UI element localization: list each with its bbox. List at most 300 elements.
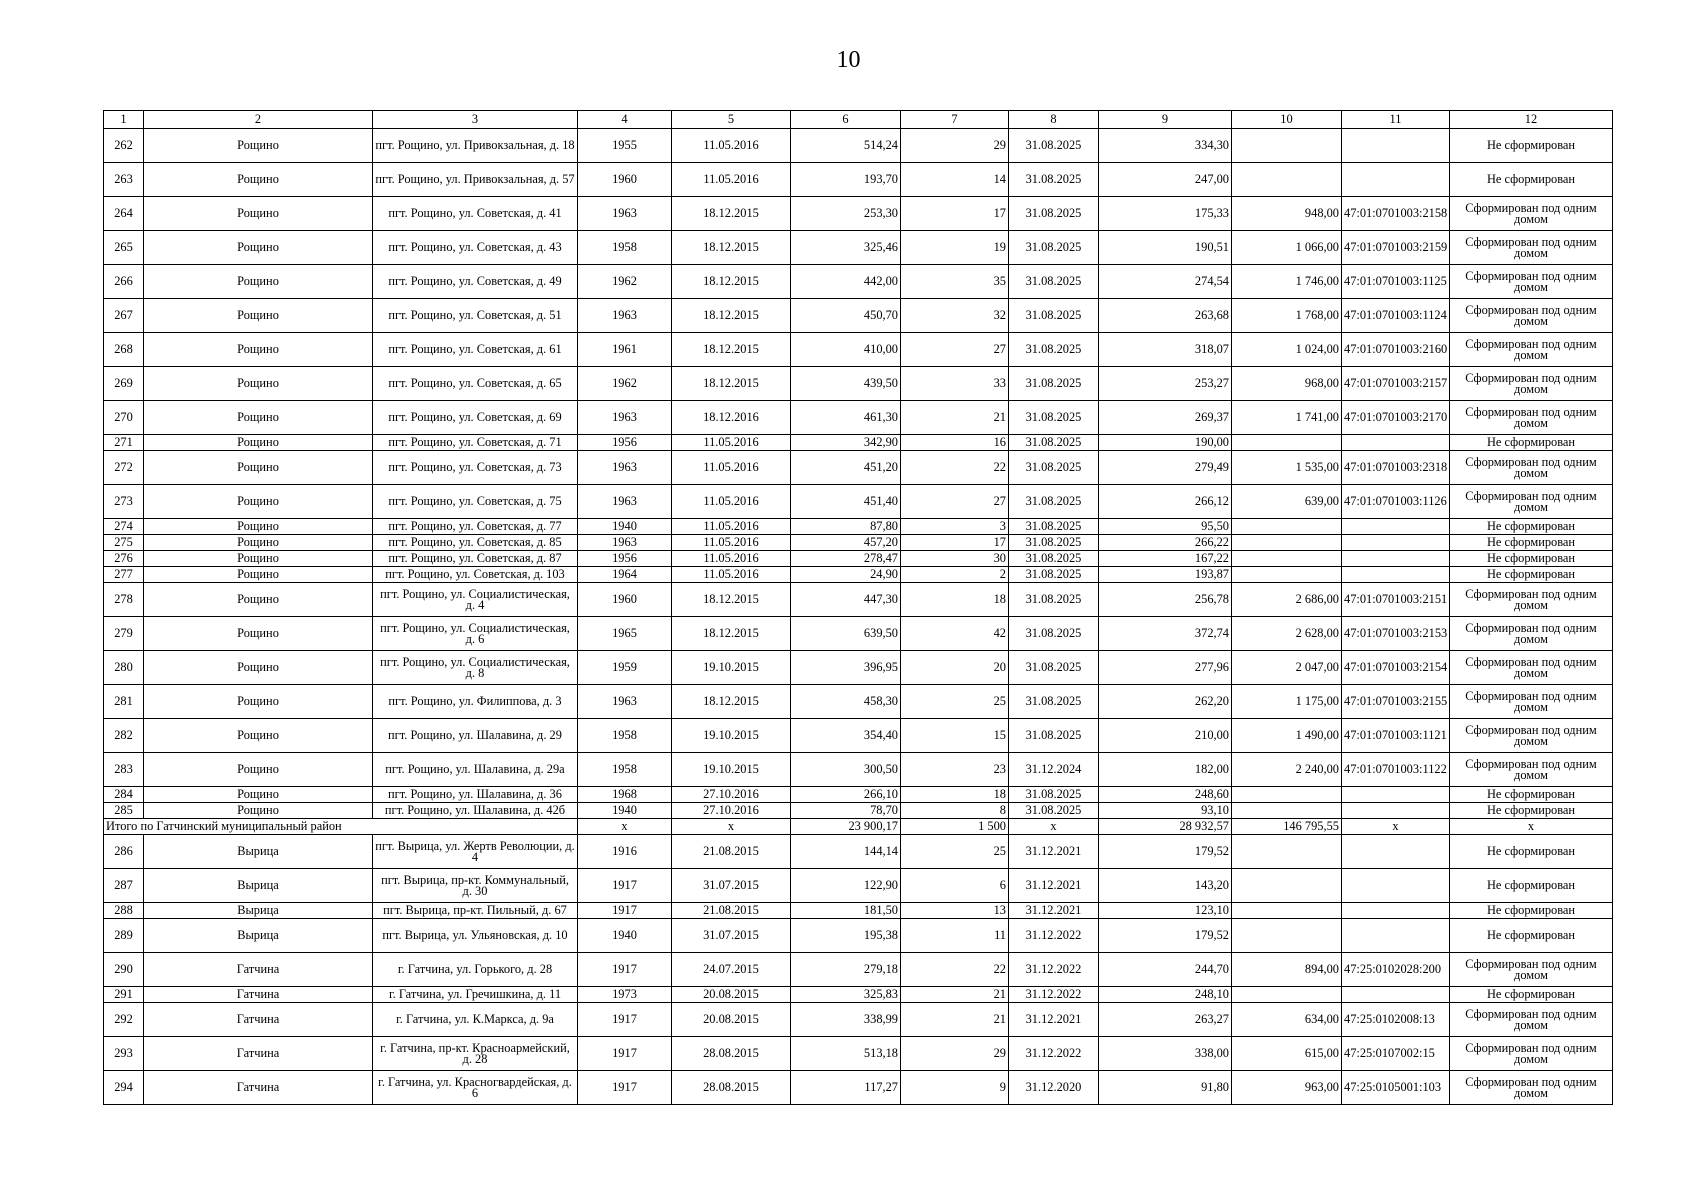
- status-cell: Сформирован под одним домом: [1450, 265, 1613, 299]
- area-cell: 122,90: [791, 869, 901, 903]
- row-number: 279: [104, 617, 144, 651]
- settlement-cell: Рощино: [144, 519, 373, 535]
- year-cell: 1940: [578, 919, 672, 953]
- area-cell: 342,90: [791, 435, 901, 451]
- table-row: [104, 651, 1613, 685]
- residents-cell: 22: [901, 953, 1009, 987]
- residents-cell: 25: [901, 835, 1009, 869]
- settlement-cell: Рощино: [144, 231, 373, 265]
- row-number: 265: [104, 231, 144, 265]
- cadastral-number-cell: [1342, 551, 1450, 567]
- settlement-cell: Рощино: [144, 535, 373, 551]
- land-area-cell: 1 066,00: [1232, 231, 1342, 265]
- row-number: 276: [104, 551, 144, 567]
- date-cell: 11.05.2016: [672, 129, 791, 163]
- year-cell: 1956: [578, 551, 672, 567]
- area-cell: 279,18: [791, 953, 901, 987]
- row-number: 288: [104, 903, 144, 919]
- sum-cell: 248,10: [1099, 987, 1232, 1003]
- deadline-cell: 31.12.2021: [1009, 903, 1099, 919]
- sum-cell: 210,00: [1099, 719, 1232, 753]
- area-cell: 396,95: [791, 651, 901, 685]
- cadastral-number-cell: [1342, 835, 1450, 869]
- area-cell: 458,30: [791, 685, 901, 719]
- deadline-cell: 31.12.2022: [1009, 919, 1099, 953]
- date-cell: 18.12.2015: [672, 583, 791, 617]
- settlement-cell: Гатчина: [144, 1003, 373, 1037]
- sum-cell: 318,07: [1099, 333, 1232, 367]
- residents-cell: 18: [901, 787, 1009, 803]
- area-cell: 325,83: [791, 987, 901, 1003]
- address-cell: пгт. Вырица, пр-кт. Пильный, д. 67: [373, 903, 578, 919]
- status-cell: Сформирован под одним домом: [1450, 333, 1613, 367]
- status-cell: Сформирован под одним домом: [1450, 231, 1613, 265]
- area-cell: 461,30: [791, 401, 901, 435]
- sum-cell: 277,96: [1099, 651, 1232, 685]
- settlement-cell: Рощино: [144, 299, 373, 333]
- cadastral-number-cell: 47:01:0701003:1126: [1342, 485, 1450, 519]
- status-cell: Сформирован под одним домом: [1450, 583, 1613, 617]
- area-cell: 513,18: [791, 1037, 901, 1071]
- land-area-cell: 894,00: [1232, 953, 1342, 987]
- status-cell: Сформирован под одним домом: [1450, 299, 1613, 333]
- address-cell: г. Гатчина, ул. К.Маркса, д. 9а: [373, 1003, 578, 1037]
- address-cell: пгт. Рощино, ул. Социалистическая, д. 6: [373, 617, 578, 651]
- deadline-cell: 31.08.2025: [1009, 333, 1099, 367]
- land-area-cell: 2 240,00: [1232, 753, 1342, 787]
- sum-cell: 167,22: [1099, 551, 1232, 567]
- area-cell: 253,30: [791, 197, 901, 231]
- row-number: 275: [104, 535, 144, 551]
- date-cell: 18.12.2015: [672, 367, 791, 401]
- year-cell: 1917: [578, 953, 672, 987]
- total-cell: x: [1009, 819, 1099, 835]
- cadastral-number-cell: [1342, 919, 1450, 953]
- deadline-cell: 31.08.2025: [1009, 787, 1099, 803]
- date-cell: 11.05.2016: [672, 551, 791, 567]
- total-cell: x: [578, 819, 672, 835]
- cadastral-number-cell: [1342, 803, 1450, 819]
- total-row: [104, 819, 1613, 835]
- date-cell: 28.08.2015: [672, 1037, 791, 1071]
- deadline-cell: 31.12.2022: [1009, 987, 1099, 1003]
- deadline-cell: 31.08.2025: [1009, 535, 1099, 551]
- area-cell: 193,70: [791, 163, 901, 197]
- address-cell: пгт. Рощино, ул. Советская, д. 43: [373, 231, 578, 265]
- settlement-cell: Гатчина: [144, 953, 373, 987]
- land-area-cell: [1232, 869, 1342, 903]
- status-cell: Не сформирован: [1450, 551, 1613, 567]
- residents-cell: 6: [901, 869, 1009, 903]
- table-row: [104, 987, 1613, 1003]
- sum-cell: 334,30: [1099, 129, 1232, 163]
- area-cell: 451,40: [791, 485, 901, 519]
- date-cell: 18.12.2015: [672, 685, 791, 719]
- area-cell: 450,70: [791, 299, 901, 333]
- land-area-cell: [1232, 519, 1342, 535]
- land-area-cell: 968,00: [1232, 367, 1342, 401]
- cadastral-number-cell: 47:01:0701003:2160: [1342, 333, 1450, 367]
- status-cell: Сформирован под одним домом: [1450, 685, 1613, 719]
- page-number: 10: [836, 47, 861, 73]
- status-cell: Не сформирован: [1450, 787, 1613, 803]
- row-number: 283: [104, 753, 144, 787]
- row-number: 281: [104, 685, 144, 719]
- residents-cell: 30: [901, 551, 1009, 567]
- deadline-cell: 31.08.2025: [1009, 435, 1099, 451]
- row-number: 294: [104, 1071, 144, 1105]
- sum-cell: 91,80: [1099, 1071, 1232, 1105]
- deadline-cell: 31.08.2025: [1009, 367, 1099, 401]
- area-cell: 181,50: [791, 903, 901, 919]
- cadastral-number-cell: 47:25:0102008:13: [1342, 1003, 1450, 1037]
- year-cell: 1963: [578, 299, 672, 333]
- settlement-cell: Рощино: [144, 685, 373, 719]
- cadastral-number-cell: [1342, 163, 1450, 197]
- sum-cell: 244,70: [1099, 953, 1232, 987]
- year-cell: 1964: [578, 567, 672, 583]
- residents-cell: 27: [901, 485, 1009, 519]
- residents-cell: 25: [901, 685, 1009, 719]
- deadline-cell: 31.12.2020: [1009, 1071, 1099, 1105]
- settlement-cell: Вырица: [144, 835, 373, 869]
- residents-cell: 20: [901, 651, 1009, 685]
- land-area-cell: 639,00: [1232, 485, 1342, 519]
- area-cell: 338,99: [791, 1003, 901, 1037]
- settlement-cell: Рощино: [144, 753, 373, 787]
- residents-cell: 3: [901, 519, 1009, 535]
- row-number: 284: [104, 787, 144, 803]
- date-cell: 11.05.2016: [672, 535, 791, 551]
- area-cell: 457,20: [791, 535, 901, 551]
- address-cell: пгт. Рощино, ул. Советская, д. 49: [373, 265, 578, 299]
- sum-cell: 179,52: [1099, 919, 1232, 953]
- address-cell: г. Гатчина, пр-кт. Красноармейский, д. 28: [373, 1037, 578, 1071]
- status-cell: Не сформирован: [1450, 803, 1613, 819]
- residents-cell: 9: [901, 1071, 1009, 1105]
- residents-cell: 35: [901, 265, 1009, 299]
- residents-cell: 2: [901, 567, 1009, 583]
- year-cell: 1956: [578, 435, 672, 451]
- table-row: [104, 129, 1613, 163]
- address-cell: пгт. Рощино, ул. Советская, д. 61: [373, 333, 578, 367]
- deadline-cell: 31.08.2025: [1009, 803, 1099, 819]
- status-cell: Сформирован под одним домом: [1450, 367, 1613, 401]
- table-row: [104, 617, 1613, 651]
- total-label: Итого по Гатчинский муниципальный район: [104, 819, 578, 835]
- status-cell: Сформирован под одним домом: [1450, 401, 1613, 435]
- residents-cell: 17: [901, 197, 1009, 231]
- sum-cell: 262,20: [1099, 685, 1232, 719]
- total-cell: x: [672, 819, 791, 835]
- sum-cell: 247,00: [1099, 163, 1232, 197]
- deadline-cell: 31.08.2025: [1009, 567, 1099, 583]
- column-header: 4: [578, 111, 672, 129]
- cadastral-number-cell: 47:01:0701003:1124: [1342, 299, 1450, 333]
- area-cell: 451,20: [791, 451, 901, 485]
- residents-cell: 21: [901, 987, 1009, 1003]
- land-area-cell: 1 746,00: [1232, 265, 1342, 299]
- deadline-cell: 31.08.2025: [1009, 719, 1099, 753]
- land-area-cell: 2 686,00: [1232, 583, 1342, 617]
- year-cell: 1958: [578, 719, 672, 753]
- land-area-cell: [1232, 903, 1342, 919]
- address-cell: пгт. Рощино, ул. Советская, д. 51: [373, 299, 578, 333]
- year-cell: 1917: [578, 1071, 672, 1105]
- address-cell: пгт. Рощино, ул. Советская, д. 71: [373, 435, 578, 451]
- row-number: 285: [104, 803, 144, 819]
- settlement-cell: Рощино: [144, 197, 373, 231]
- settlement-cell: Рощино: [144, 551, 373, 567]
- status-cell: Не сформирован: [1450, 163, 1613, 197]
- address-cell: пгт. Рощино, ул. Советская, д. 65: [373, 367, 578, 401]
- column-header: 3: [373, 111, 578, 129]
- land-area-cell: 1 175,00: [1232, 685, 1342, 719]
- status-cell: Сформирован под одним домом: [1450, 719, 1613, 753]
- status-cell: Сформирован под одним домом: [1450, 651, 1613, 685]
- sum-cell: 93,10: [1099, 803, 1232, 819]
- table-row: [104, 401, 1613, 435]
- land-area-cell: 948,00: [1232, 197, 1342, 231]
- year-cell: 1917: [578, 1003, 672, 1037]
- deadline-cell: 31.08.2025: [1009, 231, 1099, 265]
- area-cell: 195,38: [791, 919, 901, 953]
- row-number: 277: [104, 567, 144, 583]
- table-row: [104, 903, 1613, 919]
- cadastral-number-cell: 47:01:0701003:1125: [1342, 265, 1450, 299]
- residents-cell: 29: [901, 129, 1009, 163]
- deadline-cell: 31.08.2025: [1009, 197, 1099, 231]
- residents-cell: 21: [901, 401, 1009, 435]
- land-area-cell: 1 741,00: [1232, 401, 1342, 435]
- status-cell: Не сформирован: [1450, 535, 1613, 551]
- year-cell: 1963: [578, 535, 672, 551]
- year-cell: 1958: [578, 231, 672, 265]
- year-cell: 1973: [578, 987, 672, 1003]
- column-header: 9: [1099, 111, 1232, 129]
- deadline-cell: 31.08.2025: [1009, 299, 1099, 333]
- row-number: 293: [104, 1037, 144, 1071]
- year-cell: 1962: [578, 265, 672, 299]
- table-row: [104, 535, 1613, 551]
- area-cell: 410,00: [791, 333, 901, 367]
- land-area-cell: 634,00: [1232, 1003, 1342, 1037]
- sum-cell: 190,51: [1099, 231, 1232, 265]
- deadline-cell: 31.08.2025: [1009, 583, 1099, 617]
- sum-cell: 190,00: [1099, 435, 1232, 451]
- area-cell: 514,24: [791, 129, 901, 163]
- deadline-cell: 31.12.2022: [1009, 953, 1099, 987]
- table-row: [104, 803, 1613, 819]
- residents-cell: 29: [901, 1037, 1009, 1071]
- address-cell: пгт. Вырица, ул. Жертв Революции, д. 4: [373, 835, 578, 869]
- land-area-cell: [1232, 129, 1342, 163]
- table-row: [104, 485, 1613, 519]
- sum-cell: 182,00: [1099, 753, 1232, 787]
- deadline-cell: 31.12.2021: [1009, 869, 1099, 903]
- settlement-cell: Рощино: [144, 485, 373, 519]
- settlement-cell: Гатчина: [144, 1071, 373, 1105]
- row-number: 289: [104, 919, 144, 953]
- date-cell: 20.08.2015: [672, 987, 791, 1003]
- deadline-cell: 31.12.2024: [1009, 753, 1099, 787]
- row-number: 262: [104, 129, 144, 163]
- date-cell: 28.08.2015: [672, 1071, 791, 1105]
- column-number-header-row: [104, 111, 1613, 129]
- cadastral-number-cell: 47:25:0105001:103: [1342, 1071, 1450, 1105]
- table-row: [104, 1071, 1613, 1105]
- address-cell: пгт. Рощино, ул. Социалистическая, д. 4: [373, 583, 578, 617]
- row-number: 290: [104, 953, 144, 987]
- area-cell: 87,80: [791, 519, 901, 535]
- total-cell: x: [1342, 819, 1450, 835]
- status-cell: Не сформирован: [1450, 567, 1613, 583]
- table-row: [104, 869, 1613, 903]
- land-area-cell: 615,00: [1232, 1037, 1342, 1071]
- column-header: 10: [1232, 111, 1342, 129]
- address-cell: пгт. Вырица, пр-кт. Коммунальный, д. 30: [373, 869, 578, 903]
- land-area-cell: [1232, 551, 1342, 567]
- year-cell: 1960: [578, 583, 672, 617]
- deadline-cell: 31.08.2025: [1009, 485, 1099, 519]
- address-cell: пгт. Рощино, ул. Советская, д. 75: [373, 485, 578, 519]
- status-cell: Сформирован под одним домом: [1450, 617, 1613, 651]
- settlement-cell: Рощино: [144, 401, 373, 435]
- land-area-cell: [1232, 803, 1342, 819]
- sum-cell: 256,78: [1099, 583, 1232, 617]
- row-number: 280: [104, 651, 144, 685]
- land-area-cell: [1232, 567, 1342, 583]
- status-cell: Сформирован под одним домом: [1450, 1003, 1613, 1037]
- status-cell: Не сформирован: [1450, 129, 1613, 163]
- residents-cell: 32: [901, 299, 1009, 333]
- sum-cell: 263,27: [1099, 1003, 1232, 1037]
- table-row: [104, 435, 1613, 451]
- table-row: [104, 835, 1613, 869]
- row-number: 272: [104, 451, 144, 485]
- cadastral-number-cell: 47:01:0701003:2153: [1342, 617, 1450, 651]
- row-number: 267: [104, 299, 144, 333]
- residents-cell: 42: [901, 617, 1009, 651]
- date-cell: 19.10.2015: [672, 719, 791, 753]
- column-header: 7: [901, 111, 1009, 129]
- cadastral-number-cell: 47:01:0701003:2154: [1342, 651, 1450, 685]
- address-cell: пгт. Рощино, ул. Привокзальная, д. 57: [373, 163, 578, 197]
- address-cell: пгт. Рощино, ул. Шалавина, д. 29а: [373, 753, 578, 787]
- residents-cell: 17: [901, 535, 1009, 551]
- cadastral-number-cell: 47:01:0701003:2170: [1342, 401, 1450, 435]
- land-area-cell: [1232, 787, 1342, 803]
- area-cell: 442,00: [791, 265, 901, 299]
- date-cell: 18.12.2016: [672, 401, 791, 435]
- year-cell: 1940: [578, 803, 672, 819]
- settlement-cell: Гатчина: [144, 987, 373, 1003]
- land-area-cell: 1 768,00: [1232, 299, 1342, 333]
- address-cell: пгт. Рощино, ул. Советская, д. 87: [373, 551, 578, 567]
- area-cell: 24,90: [791, 567, 901, 583]
- cadastral-number-cell: 47:25:0102028:200: [1342, 953, 1450, 987]
- settlement-cell: Вырица: [144, 903, 373, 919]
- settlement-cell: Рощино: [144, 787, 373, 803]
- status-cell: Не сформирован: [1450, 519, 1613, 535]
- date-cell: 21.08.2015: [672, 835, 791, 869]
- year-cell: 1963: [578, 451, 672, 485]
- sum-cell: 253,27: [1099, 367, 1232, 401]
- address-cell: пгт. Рощино, ул. Социалистическая, д. 8: [373, 651, 578, 685]
- total-land-area: 146 795,55: [1232, 819, 1342, 835]
- settlement-cell: Рощино: [144, 163, 373, 197]
- residents-cell: 23: [901, 753, 1009, 787]
- deadline-cell: 31.08.2025: [1009, 265, 1099, 299]
- column-header: 6: [791, 111, 901, 129]
- area-cell: 117,27: [791, 1071, 901, 1105]
- sum-cell: 175,33: [1099, 197, 1232, 231]
- settlement-cell: Вырица: [144, 919, 373, 953]
- address-cell: г. Гатчина, ул. Горького, д. 28: [373, 953, 578, 987]
- residents-cell: 11: [901, 919, 1009, 953]
- land-area-cell: [1232, 835, 1342, 869]
- total-residents: 1 500: [901, 819, 1009, 835]
- sum-cell: 372,74: [1099, 617, 1232, 651]
- area-cell: 278,47: [791, 551, 901, 567]
- row-number: 278: [104, 583, 144, 617]
- residents-cell: 22: [901, 451, 1009, 485]
- cadastral-number-cell: 47:01:0701003:2318: [1342, 451, 1450, 485]
- sum-cell: 338,00: [1099, 1037, 1232, 1071]
- settlement-cell: Рощино: [144, 803, 373, 819]
- sum-cell: 123,10: [1099, 903, 1232, 919]
- cadastral-number-cell: [1342, 787, 1450, 803]
- sum-cell: 269,37: [1099, 401, 1232, 435]
- table-row: [104, 299, 1613, 333]
- land-area-cell: [1232, 163, 1342, 197]
- status-cell: Сформирован под одним домом: [1450, 753, 1613, 787]
- sum-cell: 193,87: [1099, 567, 1232, 583]
- year-cell: 1962: [578, 367, 672, 401]
- deadline-cell: 31.08.2025: [1009, 685, 1099, 719]
- table-row: [104, 953, 1613, 987]
- area-cell: 300,50: [791, 753, 901, 787]
- sum-cell: 95,50: [1099, 519, 1232, 535]
- row-number: 271: [104, 435, 144, 451]
- cadastral-number-cell: 47:01:0701003:1121: [1342, 719, 1450, 753]
- table-row: [104, 583, 1613, 617]
- settlement-cell: Рощино: [144, 567, 373, 583]
- settlement-cell: Рощино: [144, 719, 373, 753]
- land-area-cell: 1 024,00: [1232, 333, 1342, 367]
- table-row: [104, 1037, 1613, 1071]
- land-area-cell: 2 047,00: [1232, 651, 1342, 685]
- area-cell: 144,14: [791, 835, 901, 869]
- land-area-cell: [1232, 987, 1342, 1003]
- column-header: 1: [104, 111, 144, 129]
- table-row: [104, 787, 1613, 803]
- deadline-cell: 31.08.2025: [1009, 519, 1099, 535]
- table-row: [104, 265, 1613, 299]
- address-cell: пгт. Рощино, ул. Советская, д. 103: [373, 567, 578, 583]
- sum-cell: 266,22: [1099, 535, 1232, 551]
- year-cell: 1917: [578, 869, 672, 903]
- date-cell: 11.05.2016: [672, 485, 791, 519]
- address-cell: пгт. Рощино, ул. Советская, д. 77: [373, 519, 578, 535]
- table-row: [104, 919, 1613, 953]
- date-cell: 18.12.2015: [672, 333, 791, 367]
- table-row: [104, 333, 1613, 367]
- date-cell: 31.07.2015: [672, 919, 791, 953]
- table-row: [104, 163, 1613, 197]
- status-cell: Сформирован под одним домом: [1450, 485, 1613, 519]
- sum-cell: 248,60: [1099, 787, 1232, 803]
